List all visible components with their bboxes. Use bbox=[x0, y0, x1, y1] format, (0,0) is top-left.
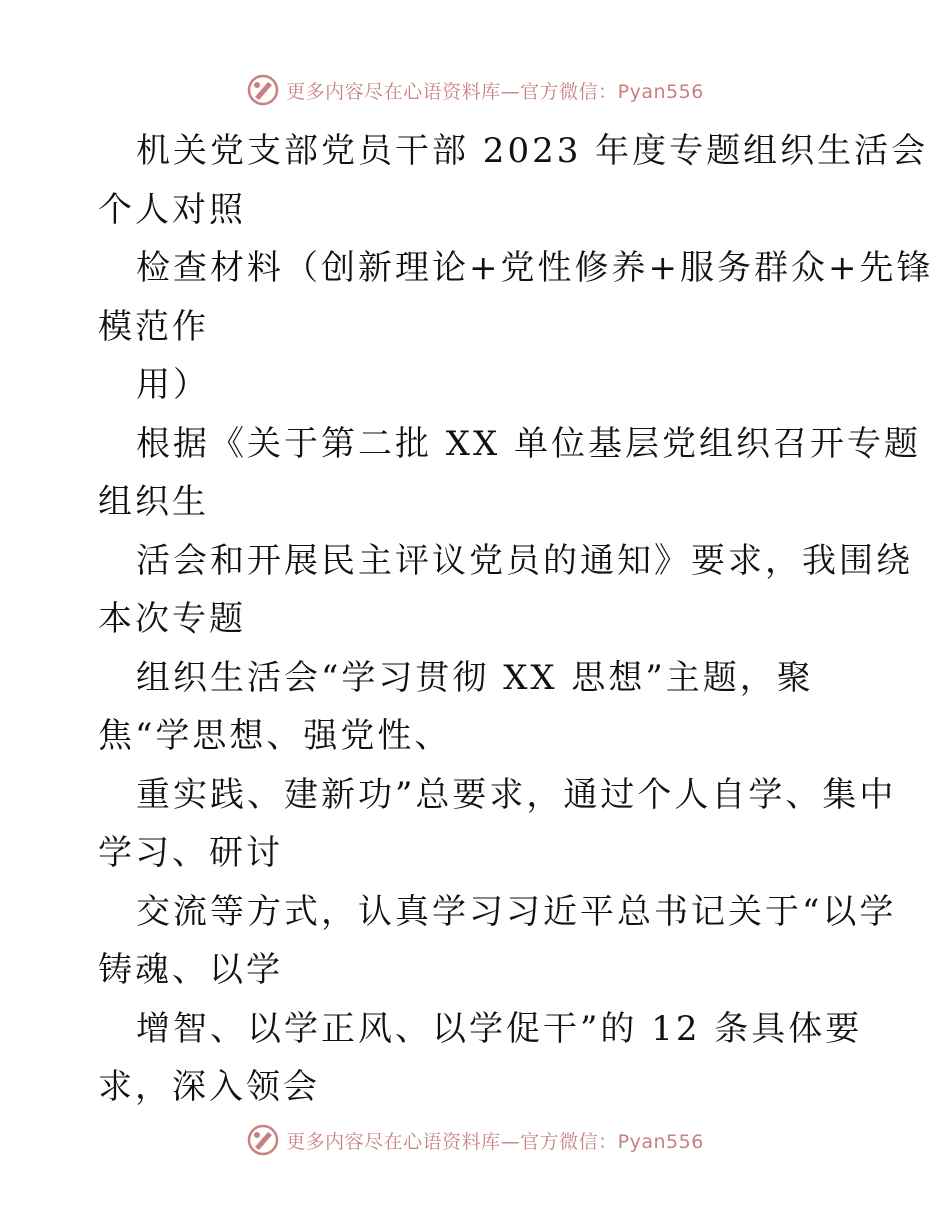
text-line: 检查材料（创新理论+党性修养+服务群众+先锋 bbox=[136, 248, 934, 288]
pen-seal-icon bbox=[246, 73, 280, 107]
watermark-text: 更多内容尽在心语资料库—官方微信：Pyan556 bbox=[286, 80, 704, 103]
watermark-text: 更多内容尽在心语资料库—官方微信：Pyan556 bbox=[286, 1130, 704, 1153]
text-line: 组织生活会“学习贯彻 XX 思想”主题，聚 bbox=[136, 657, 814, 698]
text-line: 个人对照 bbox=[98, 189, 246, 230]
text-line: 组织生 bbox=[98, 482, 209, 522]
text-line: 铸魂、以学 bbox=[98, 950, 283, 990]
text-line: 重实践、建新功”总要求，通过个人自学、集中 bbox=[136, 774, 897, 815]
text-line: 学习、研讨 bbox=[98, 833, 283, 873]
pen-seal-icon bbox=[246, 1123, 280, 1157]
text-line: 用） bbox=[136, 365, 210, 405]
footer-watermark bbox=[0, 1120, 950, 1160]
text-line: 模范作 bbox=[98, 306, 209, 347]
header-watermark bbox=[0, 70, 950, 110]
document-body bbox=[98, 122, 934, 1117]
text-line: 机关党支部党员干部 2023 年度专题组织生活会 bbox=[136, 131, 929, 171]
text-line: 根据《关于第二批 XX 单位基层党组织召开专题 bbox=[136, 423, 922, 464]
text-line: 焦“学思想、强党性、 bbox=[98, 716, 452, 756]
text-line: 活会和开展民主评议党员的通知》要求，我围绕 bbox=[136, 540, 913, 581]
text-line: 增智、以学正风、以学促干”的 12 条具体要 bbox=[136, 1008, 863, 1049]
text-line: 求，深入领会 bbox=[98, 1067, 320, 1107]
text-line: 本次专题 bbox=[98, 599, 246, 639]
text-line: 交流等方式，认真学习习近平总书记关于“以学 bbox=[136, 891, 897, 932]
